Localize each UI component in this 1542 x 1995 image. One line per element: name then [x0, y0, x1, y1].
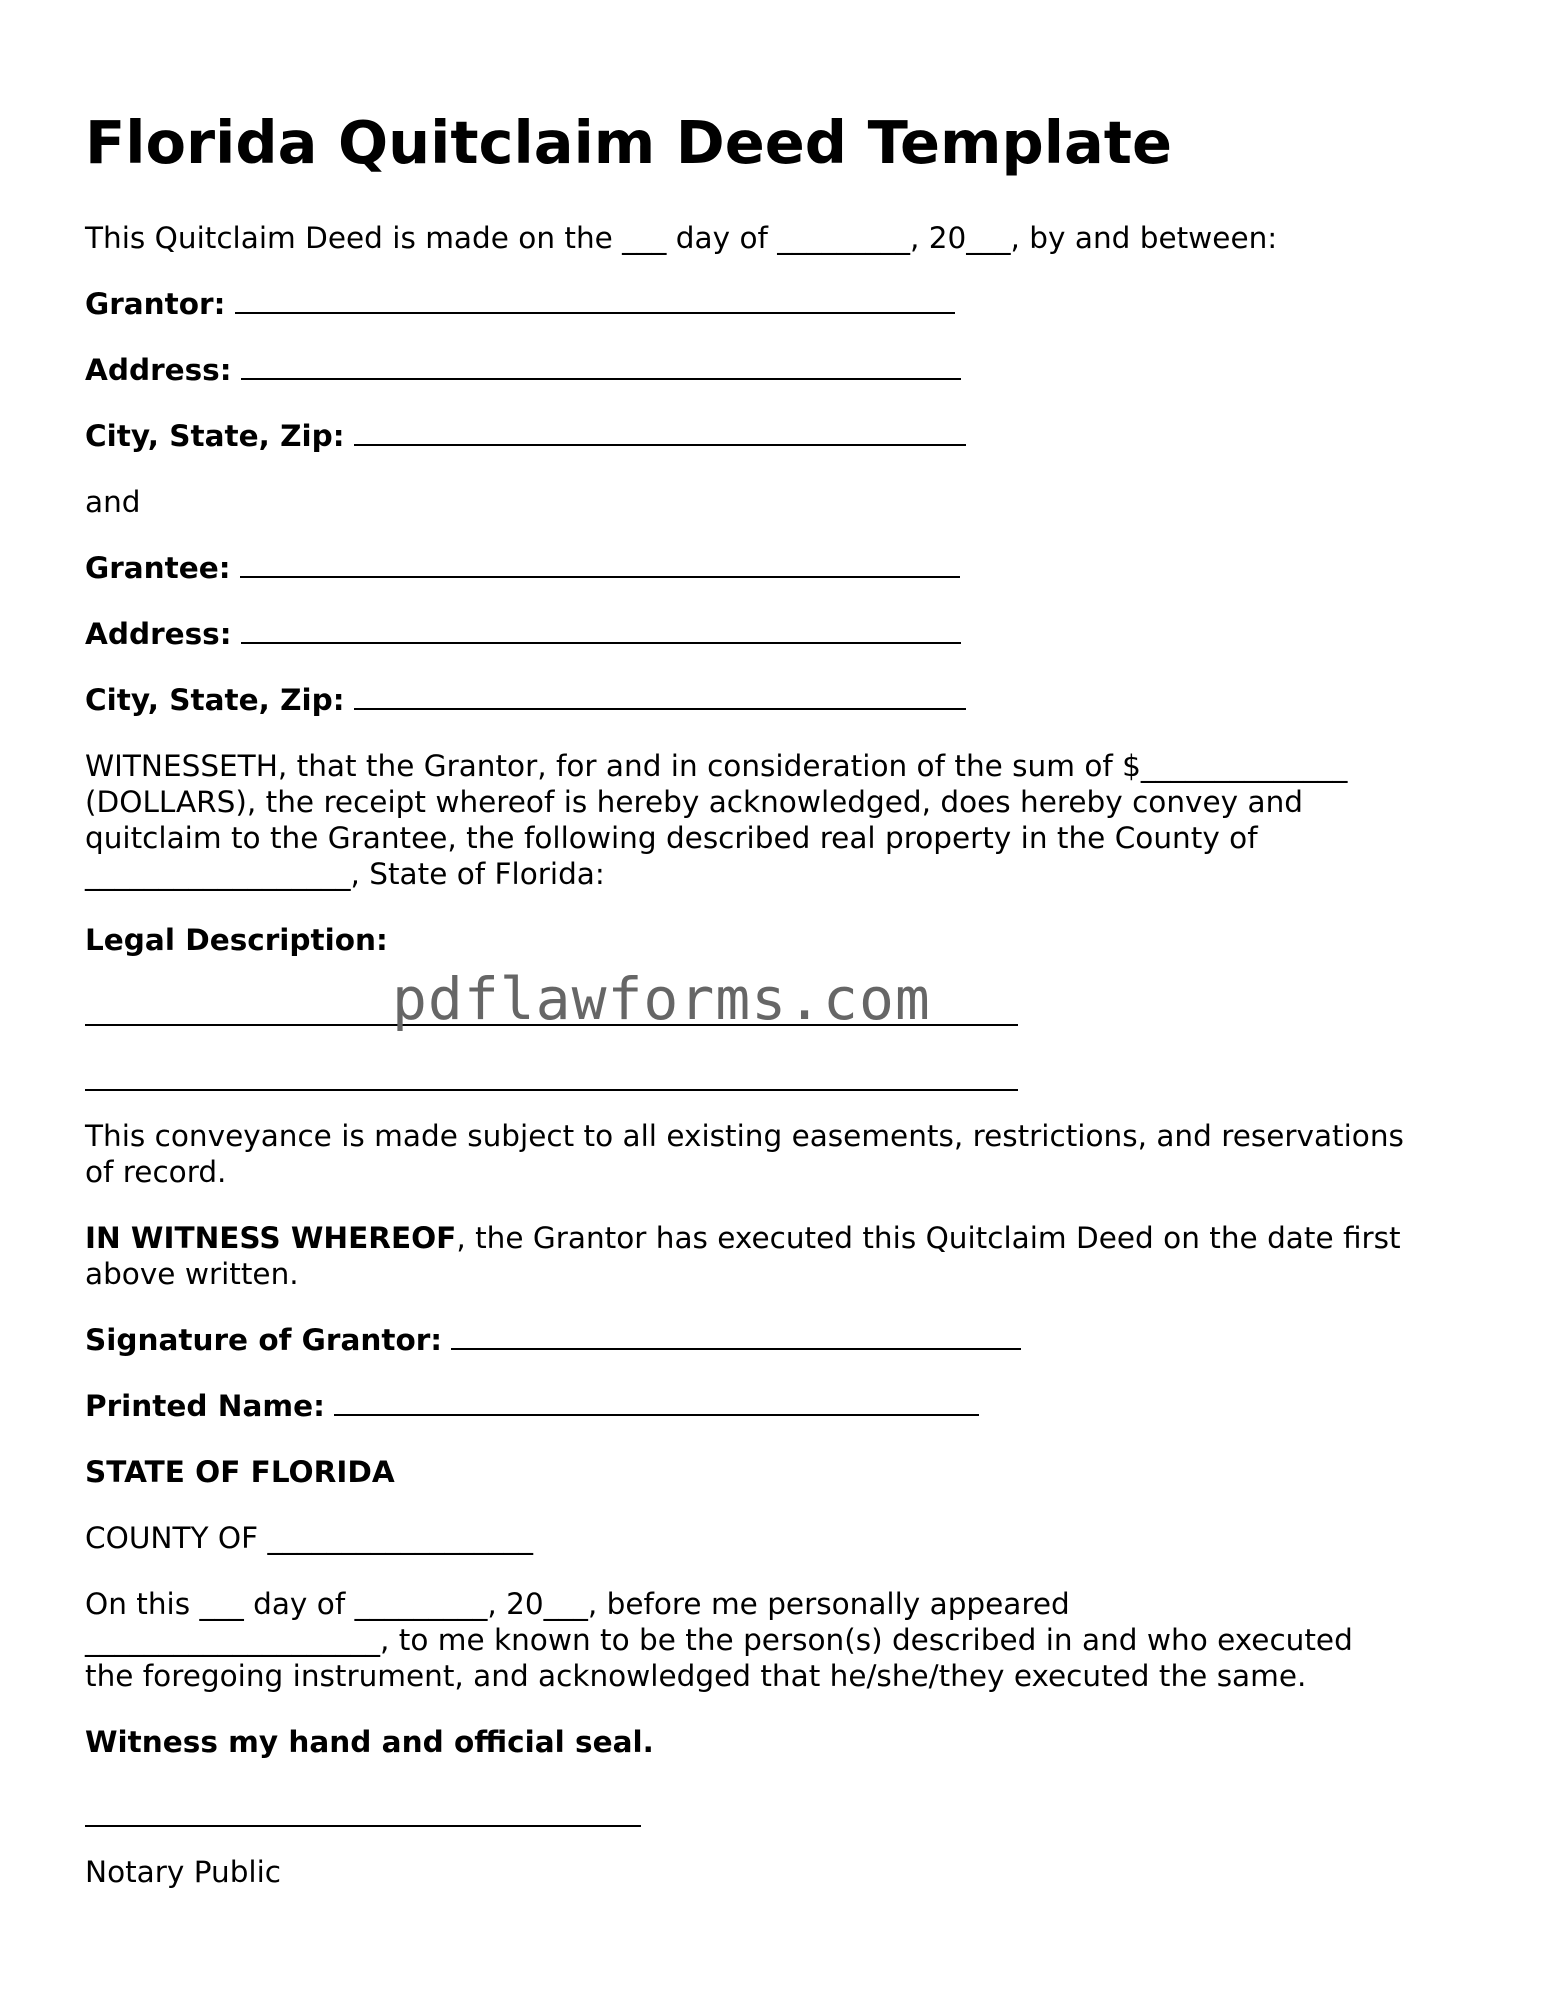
notary-signature-line[interactable]	[85, 1825, 641, 1827]
in-witness-line: above written.	[85, 1257, 299, 1291]
printed-name-label: Printed Name:	[85, 1389, 325, 1423]
in-witness-paragraph	[85, 1220, 1465, 1292]
witnesseth-paragraph	[85, 748, 1465, 892]
grantee-name-label: Grantee:	[85, 551, 231, 585]
in-witness-line	[85, 1220, 1465, 1256]
witnesseth-line: (DOLLARS), the receipt whereof is hereby acknowledged, does hereby convey and	[85, 785, 1303, 819]
signature-field[interactable]	[451, 1324, 1021, 1350]
state-heading: STATE OF FLORIDA	[85, 1455, 395, 1489]
watermark: pdflawforms.com	[392, 965, 931, 1033]
in-witness-bold: IN WITNESS WHEREOF	[85, 1221, 457, 1255]
county-line: COUNTY OF __________________	[85, 1521, 533, 1555]
grantee-address-field[interactable]	[241, 618, 961, 644]
grantor-address-label: Address:	[85, 353, 232, 387]
intro-line: This Quitclaim Deed is made on the ___ day of _________, 20___, by and between:	[85, 221, 1278, 255]
conveyance-line: This conveyance is made subject to all existing easements, restrictions, and reservations	[85, 1119, 1404, 1153]
grantor-city-label: City, State, Zip:	[85, 419, 345, 453]
document-title: Florida Quitclaim Deed Template	[85, 108, 1172, 177]
grantor-name-row	[85, 286, 955, 322]
conveyance-line: of record.	[85, 1155, 227, 1189]
grantor-city-field[interactable]	[354, 420, 966, 446]
grantor-address-field[interactable]	[241, 354, 961, 380]
grantee-city-row	[85, 682, 966, 718]
grantee-name-field[interactable]	[240, 552, 960, 578]
grantor-name-label: Grantor:	[85, 287, 226, 321]
grantor-address-row	[85, 352, 961, 388]
signature-row	[85, 1322, 1021, 1358]
grantee-address-label: Address:	[85, 617, 232, 651]
acknowledgment-line: ____________________, to me known to be the person(s) described in and who executed	[85, 1623, 1353, 1657]
witnesseth-line: quitclaim to the Grantee, the following described real property in the County of	[85, 821, 1258, 855]
witnesseth-line: WITNESSETH, that the Grantor, for and in consideration of the sum of $______________	[85, 749, 1348, 783]
grantee-name-row	[85, 550, 960, 586]
legal-description-line-2[interactable]	[85, 1089, 1018, 1091]
grantor-city-row	[85, 418, 966, 454]
conveyance-paragraph	[85, 1118, 1465, 1190]
acknowledgment-line: the foregoing instrument, and acknowledged that he/she/they executed the same.	[85, 1659, 1307, 1693]
and-text: and	[85, 485, 141, 519]
signature-label: Signature of Grantor:	[85, 1323, 443, 1357]
witnesseth-line: __________________, State of Florida:	[85, 857, 605, 891]
printed-name-row	[85, 1388, 979, 1424]
acknowledgment-line: On this ___ day of _________, 20___, before me personally appeared	[85, 1587, 1070, 1621]
grantee-city-field[interactable]	[354, 684, 966, 710]
notary-label: Notary Public	[85, 1855, 282, 1889]
acknowledgment-paragraph	[85, 1586, 1465, 1694]
grantee-address-row	[85, 616, 961, 652]
grantor-name-field[interactable]	[235, 288, 955, 314]
witness-seal-text: Witness my hand and official seal.	[85, 1725, 654, 1759]
printed-name-field[interactable]	[334, 1390, 979, 1416]
grantee-city-label: City, State, Zip:	[85, 683, 345, 717]
in-witness-rest: , the Grantor has executed this Quitclaim Deed on the date first	[456, 1221, 1401, 1255]
legal-description-label: Legal Description:	[85, 923, 388, 957]
